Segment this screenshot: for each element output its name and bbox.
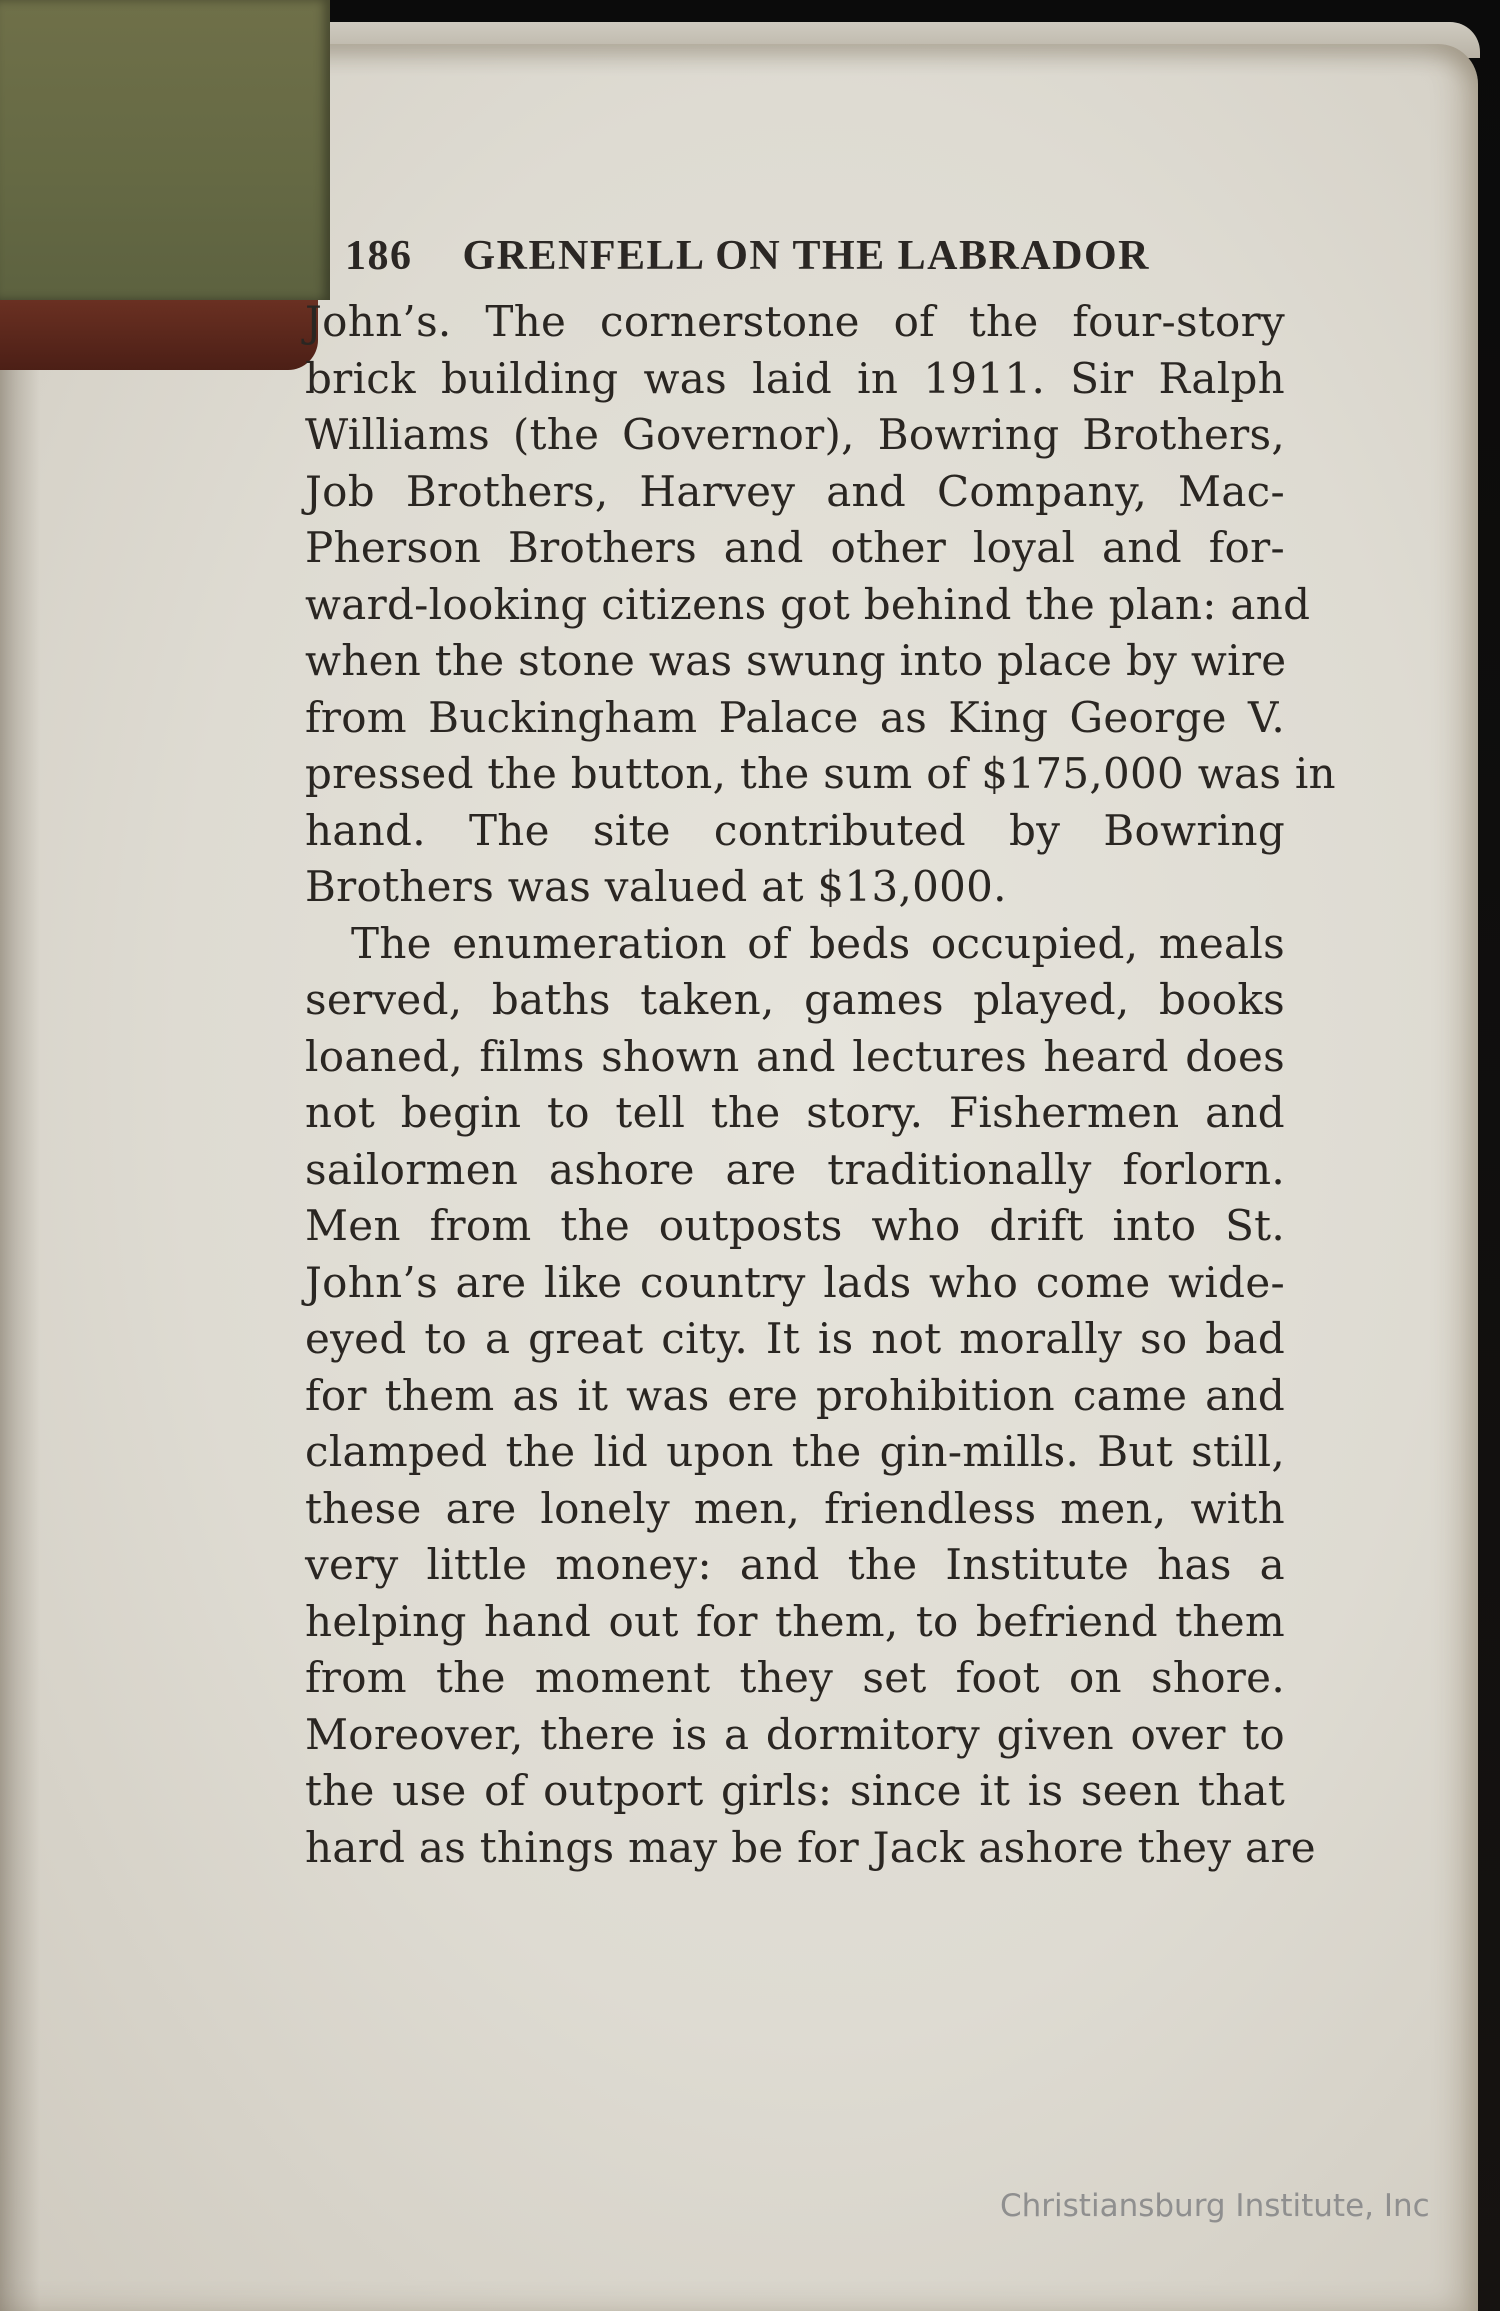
book-cover-band: [0, 300, 318, 370]
text-line: John’s are like country lads who come wide-: [305, 1257, 1285, 1307]
spine-shadow: [0, 360, 40, 2311]
text-line: Moreover, there is a dormitory given over to: [305, 1709, 1285, 1759]
text-line: Men from the outposts who drift into St.: [305, 1201, 1285, 1250]
book-cover: [0, 0, 330, 300]
text-line: clamped the lid upon the gin-mills. But still,: [305, 1427, 1285, 1476]
text-line: very little money: and the Institute has a: [305, 1540, 1285, 1589]
text-line: from Buckingham Palace as King George V.: [305, 692, 1285, 742]
text-line: when the stone was swung into place by wire: [305, 636, 1287, 685]
text-line: not begin to tell the story. Fishermen and: [305, 1088, 1285, 1137]
text-line: Pherson Brothers and other loyal and for-: [305, 523, 1285, 572]
paragraph-1: [305, 294, 1336, 916]
page-number: 186: [345, 233, 413, 279]
text-line: John’s. The cornerstone of the four-story: [305, 297, 1285, 346]
text-line: brick building was laid in 1911. Sir Ralph: [305, 353, 1285, 403]
running-title: GRENFELL ON THE LABRADOR: [462, 233, 1151, 279]
text-line: Job Brothers, Harvey and Company, Mac-: [305, 466, 1285, 516]
text-line: for them as it was ere prohibition came and: [305, 1370, 1285, 1420]
watermark: Christiansburg Institute, Inc: [1000, 2188, 1430, 2224]
text-line: Brothers was valued at $13,000.: [305, 862, 1007, 911]
text-line: hard as things may be for Jack ashore they are: [305, 1822, 1316, 1872]
text-line: these are lonely men, friendless men, with: [305, 1483, 1285, 1533]
text-line: eyed to a great city. It is not morally so bad: [305, 1314, 1285, 1363]
running-header: [345, 232, 1285, 280]
text-line: Williams (the Governor), Bowring Brothers,: [305, 410, 1285, 459]
text-line: The enumeration of beds occupied, meals: [351, 918, 1285, 968]
text-line: pressed the button, the sum of $175,000 was in: [305, 749, 1336, 798]
paragraph-2: [305, 916, 1316, 1877]
text-line: from the moment they set foot on shore.: [305, 1653, 1285, 1702]
page-text: [305, 232, 1336, 1876]
text-line: sailormen ashore are traditionally forlorn.: [305, 1144, 1285, 1194]
text-line: helping hand out for them, to befriend them: [305, 1596, 1285, 1646]
text-line: hand. The site contributed by Bowring: [305, 805, 1285, 855]
text-line: the use of outport girls: since it is seen that: [305, 1766, 1285, 1815]
text-line: loaned, films shown and lectures heard does: [305, 1031, 1285, 1081]
text-line: served, baths taken, games played, books: [305, 975, 1285, 1024]
text-line: ward-looking citizens got behind the plan: and: [305, 579, 1311, 629]
